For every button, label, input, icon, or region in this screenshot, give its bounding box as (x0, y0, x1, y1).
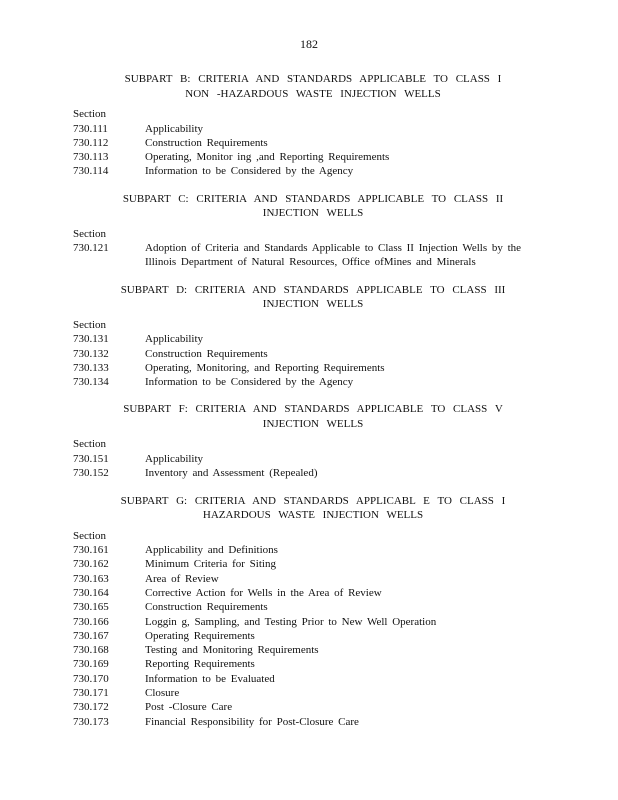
subpart-g (73, 494, 543, 729)
section-title: Post -Closure Care (145, 701, 233, 714)
list-item (73, 452, 543, 466)
list-item (73, 150, 543, 164)
list-item (73, 657, 543, 671)
list-item (73, 572, 543, 586)
section-label: Section (73, 108, 106, 120)
list-item (73, 686, 543, 700)
subpart-title: SUBPART C: CRITERIA AND STANDARDS APPLICABLE TO CLASS II INJECTION WELLS (122, 192, 504, 220)
subpart-d (73, 283, 543, 390)
subpart-f (73, 402, 543, 480)
list-item (73, 557, 543, 571)
list-item (73, 543, 543, 557)
list-item (73, 136, 543, 150)
section-title: Inventory and Assessment (Repealed) (145, 467, 318, 480)
subpart-b (73, 72, 543, 179)
section-number: 730.163 (73, 572, 109, 585)
section-label: Section (73, 529, 106, 542)
list-item (73, 361, 543, 375)
subpart-title: SUBPART F: CRITERIA AND STANDARDS APPLICABLE TO CLASS V INJECTION WELLS (123, 403, 503, 430)
section-number: 730.151 (73, 452, 109, 465)
section-number: 730.165 (73, 601, 109, 614)
section-title: Construction Requirements (145, 601, 268, 614)
section-number: 730.167 (73, 629, 109, 642)
section-number: 730.168 (73, 644, 109, 657)
section-number: 730.121 (73, 242, 109, 255)
section-number: 730.114 (73, 165, 109, 178)
section-title: Information to be Evaluated (145, 672, 275, 685)
section-number: 730.162 (73, 558, 109, 571)
section-title: Applicability (145, 452, 204, 465)
section-title: Construction Requirements (145, 136, 268, 149)
list-item (73, 164, 543, 178)
list-item (73, 332, 543, 346)
section-title: Applicability and Definitions (145, 544, 278, 557)
section-title: Information to be Considered by the Agency (145, 376, 354, 389)
table-of-contents (73, 72, 543, 735)
section-number: 730.113 (73, 151, 109, 164)
subpart-title: SUBPART D: CRITERIA AND STANDARDS APPLICABLE TO CLASS III INJECTION WELLS (120, 283, 506, 311)
section-title: Adoption of Criteria and Standards Applicable to Class II Injection Wells by the Illinois Department of Natural Resources, Office ofMines and Minerals (145, 242, 522, 269)
list-item (73, 643, 543, 657)
section-number: 730.134 (73, 376, 109, 389)
page-number: 182 (300, 37, 318, 51)
section-number: 730.133 (73, 361, 109, 374)
section-number: 730.161 (73, 544, 109, 557)
section-label: Section (73, 227, 106, 240)
section-title: Corrective Action for Wells in the Area of Review (145, 586, 382, 599)
list-item (73, 700, 543, 714)
section-title: Reporting Requirements (145, 658, 255, 671)
subpart-c (73, 192, 543, 270)
section-title: Operating, Monitor ing ,and Reporting Requirements (145, 151, 390, 164)
section-title: Operating Requirements (145, 629, 255, 642)
list-item (73, 600, 543, 614)
list-item (73, 122, 543, 136)
section-title: Applicability (145, 333, 204, 346)
list-item (73, 615, 543, 629)
section-title: Information to be Considered by the Agency (145, 165, 354, 178)
section-title: Operating, Monitoring, and Reporting Requirements (145, 361, 385, 374)
section-number: 730.169 (73, 658, 109, 671)
section-number: 730.112 (73, 136, 109, 149)
section-number: 730.131 (73, 333, 109, 346)
section-label: Section (73, 438, 106, 451)
section-number: 730.172 (73, 701, 109, 714)
section-number: 730.164 (73, 586, 109, 599)
section-number: 730.166 (73, 615, 109, 628)
section-number: 730.152 (73, 467, 109, 480)
subpart-title: SUBPART B: CRITERIA AND STANDARDS APPLICABLE TO CLASS I NON -HAZARDOUS WASTE INJECTION WELLS (124, 73, 502, 100)
section-title: Testing and Monitoring Requirements (145, 644, 319, 657)
list-item (73, 466, 543, 480)
list-item (73, 347, 543, 361)
list-item (73, 375, 543, 389)
section-number: 730.132 (73, 347, 109, 360)
section-title: Minimum Criteria for Siting (145, 558, 276, 571)
subpart-title: SUBPART G: CRITERIA AND STANDARDS APPLICABL E TO CLASS I HAZARDOUS WASTE INJECTION WELLS (120, 494, 506, 522)
section-number: 730.171 (73, 687, 109, 700)
list-item (73, 629, 543, 643)
section-title: Applicability (145, 122, 204, 135)
list-item (73, 586, 543, 600)
list-item (73, 715, 543, 729)
section-title: Closure (145, 687, 180, 700)
section-title: Loggin g, Sampling, and Testing Prior to New Well Operation (145, 615, 437, 628)
list-item (73, 672, 543, 686)
section-title: Construction Requirements (145, 347, 268, 360)
section-title: Financial Responsibility for Post-Closure Care (145, 715, 359, 728)
section-title: Area of Review (145, 572, 219, 585)
section-number: 730.173 (73, 715, 109, 728)
section-label: Section (73, 318, 106, 331)
list-item (73, 241, 543, 270)
section-number: 730.170 (73, 672, 109, 685)
section-number: 730.111 (73, 122, 108, 135)
